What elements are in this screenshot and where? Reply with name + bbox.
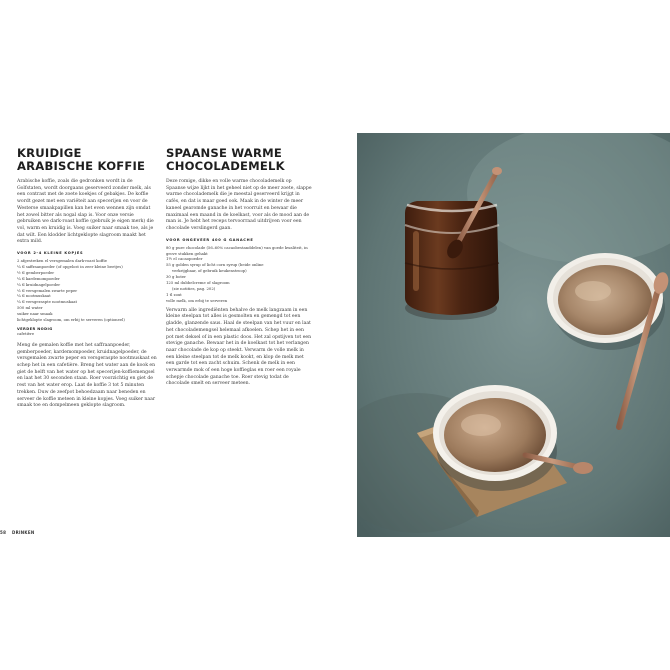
book-spread — [0, 133, 670, 537]
ingredients-heading: VOOR ONGEVEER 400 G GANACHE — [166, 237, 254, 242]
ingredient-item: ¼ tl versgeraspte nootmuskaat — [17, 299, 77, 305]
ingredient-item: verkrijgbaar, of gebruik keukenstroop) — [172, 268, 247, 274]
equipment-item: cafetière — [17, 331, 35, 336]
recipe-intro: Deze romige, dikke en volle warme chocolademelk op Spaanse wijze lijkt in het geheel niet op de meer zoete, slappe warme chocolademelk die je meestal geserveerd krijgt in cafés, en dat is maar goed ook. Maak in de winter de meer kaneel gearomde ganache in het voorruit en bewaar die maximaal een maand in de koelkast, voor als de mood aan de man is. Je hebt het receps tervoorraad uitdrijven voor een chocolade verslingerd gaan. — [166, 179, 312, 231]
chocolate-jar — [405, 201, 499, 320]
recipe-title: SPAANSE WARME CHOCOLADEMELK — [166, 146, 285, 173]
coffee-cups-photo — [357, 133, 670, 537]
ingredient-item: ¼ tl nootmuskaat — [17, 293, 51, 299]
recipe-method: Meng de gemalen koffie met het saffraanpoeder, gemberpoeder, kardemompoeder, kruidnagelpoeder, de versgemalen zwarte peper en versgeraspte nootmuskaat en schep het in een cafetière. Breng het water aan de kook en giet de helft van het water op het specerijen-koffiemengsel en laat het 30 seconden staan. Roer voorzichtig en giet de rest van het water erop. Laat de koffie 3 tot 5 minuten trekken. Duw de zeefpot behoedzaam naar beneden en serveer de koffie meteen in kleine kopjes. Voeg suiker naar smaak toe en dompelmeen geklopte slagroom. — [17, 342, 157, 409]
ingredients-heading: VOOR 2-4 KLEINE KOPJES — [17, 251, 84, 256]
recipe-intro: Arabische koffie, zoals die gedronken wordt in de Golfstaten, wordt doorgaans geserveerd zonder melk, als een contrast met de zoete koekjes of gebakjes. De koffie wordt gezet met een variëteit aan specerijen en voor de Westerse smaakpapillen kan het even wennen zijn omdat het zowel bitter als nogal slap is. Voor onze versie gebruiken we dark-roast koffie (gebruik je eigen merk) die vol, warm en kruidig is. Voeg suiker naar smaak toe, als je dat wilt. Een klodder lichtgeklopte slagroom maakt het extra mild. — [17, 179, 154, 245]
ingredient-item: ⅛ tl versgemalen zwarte peper — [17, 287, 78, 293]
ingredient-item: ¼ tl kardemompoeder — [17, 275, 60, 281]
ingredients-list — [17, 258, 158, 323]
section-label: DRINKEN — [12, 530, 35, 535]
ingredient-item: 125 ml dubbelcreme of slagroom — [166, 280, 230, 286]
ingredient-item: ¼ tl kruidnagelpoeder — [17, 281, 61, 287]
ingredient-item: 2 afgestreken el versgemalen dark-roast koffie — [17, 258, 108, 264]
ingredient-item: 1½ el cacaopoeder — [166, 256, 203, 262]
ingredient-item: 1 tl zout — [166, 291, 182, 297]
ingredient-item: volle melk, om erbij te serveren — [166, 297, 228, 303]
ingredient-item: 55 g golden syrup of licht corn syrup (beide online — [166, 262, 264, 268]
ingredient-item: ¼ tl saffraanpoeder (of opgelost in zeer kleine beetjes) — [17, 263, 123, 269]
page-number: 58 — [0, 530, 7, 535]
recipe-method: Verwarm alle ingrediënten behalve de melk langzaam in een kleine steelpan tot alles is gesmolten en gemengd tot een gladde, glanzende saus. Haal de steelpan van het vuur en laat het chocolademengsel helemaal afkoelen. Schep het in een pot met deksel of in een plastic doos. Het zal opstijven tot een stevige ganache. Bewaar het in de koelkast tot het verlangen naar chocolade de kop op steekt. Verwarm de volle melk in een kleine steelpan tot de melk kookt, en klop de melk met een garde tot een zacht schuim. Schenk de melk in een verwarmde mok of een hoge koffieglas en roer een royale schepje chocolade ganache toe. Roer stevig todat de chocolade smelt en serveer meteen. — [166, 307, 312, 387]
coffee-cup-front — [433, 385, 557, 491]
ingredient-item: ½ tl gemberpoeder — [17, 269, 55, 275]
equipment-heading: VERDER NODIG — [17, 327, 53, 331]
recipe-title: KRUIDIGE ARABISCHE KOFFIE — [17, 146, 146, 173]
recipe-spanish-chocolate — [166, 133, 312, 392]
ingredient-item: 80 g pure chocolade (56–60% cacaobestanddelen) van goede kwaliteit, in grove stukken gehakt — [166, 244, 308, 256]
ingredient-item: 30 g boter — [166, 274, 186, 280]
recipe-arabic-coffee — [17, 133, 158, 414]
ingredients-list — [166, 245, 312, 304]
photo-illustration — [357, 133, 670, 537]
ingredient-item: 500 ml water — [17, 305, 43, 311]
ingredient-item: (zie notities, pag. 202) — [172, 285, 216, 291]
ingredient-item: suiker naar smaak — [17, 311, 53, 317]
ingredient-item: lichtgeklopte slagroom, om erbij te serveren (optioneel) — [17, 317, 125, 323]
